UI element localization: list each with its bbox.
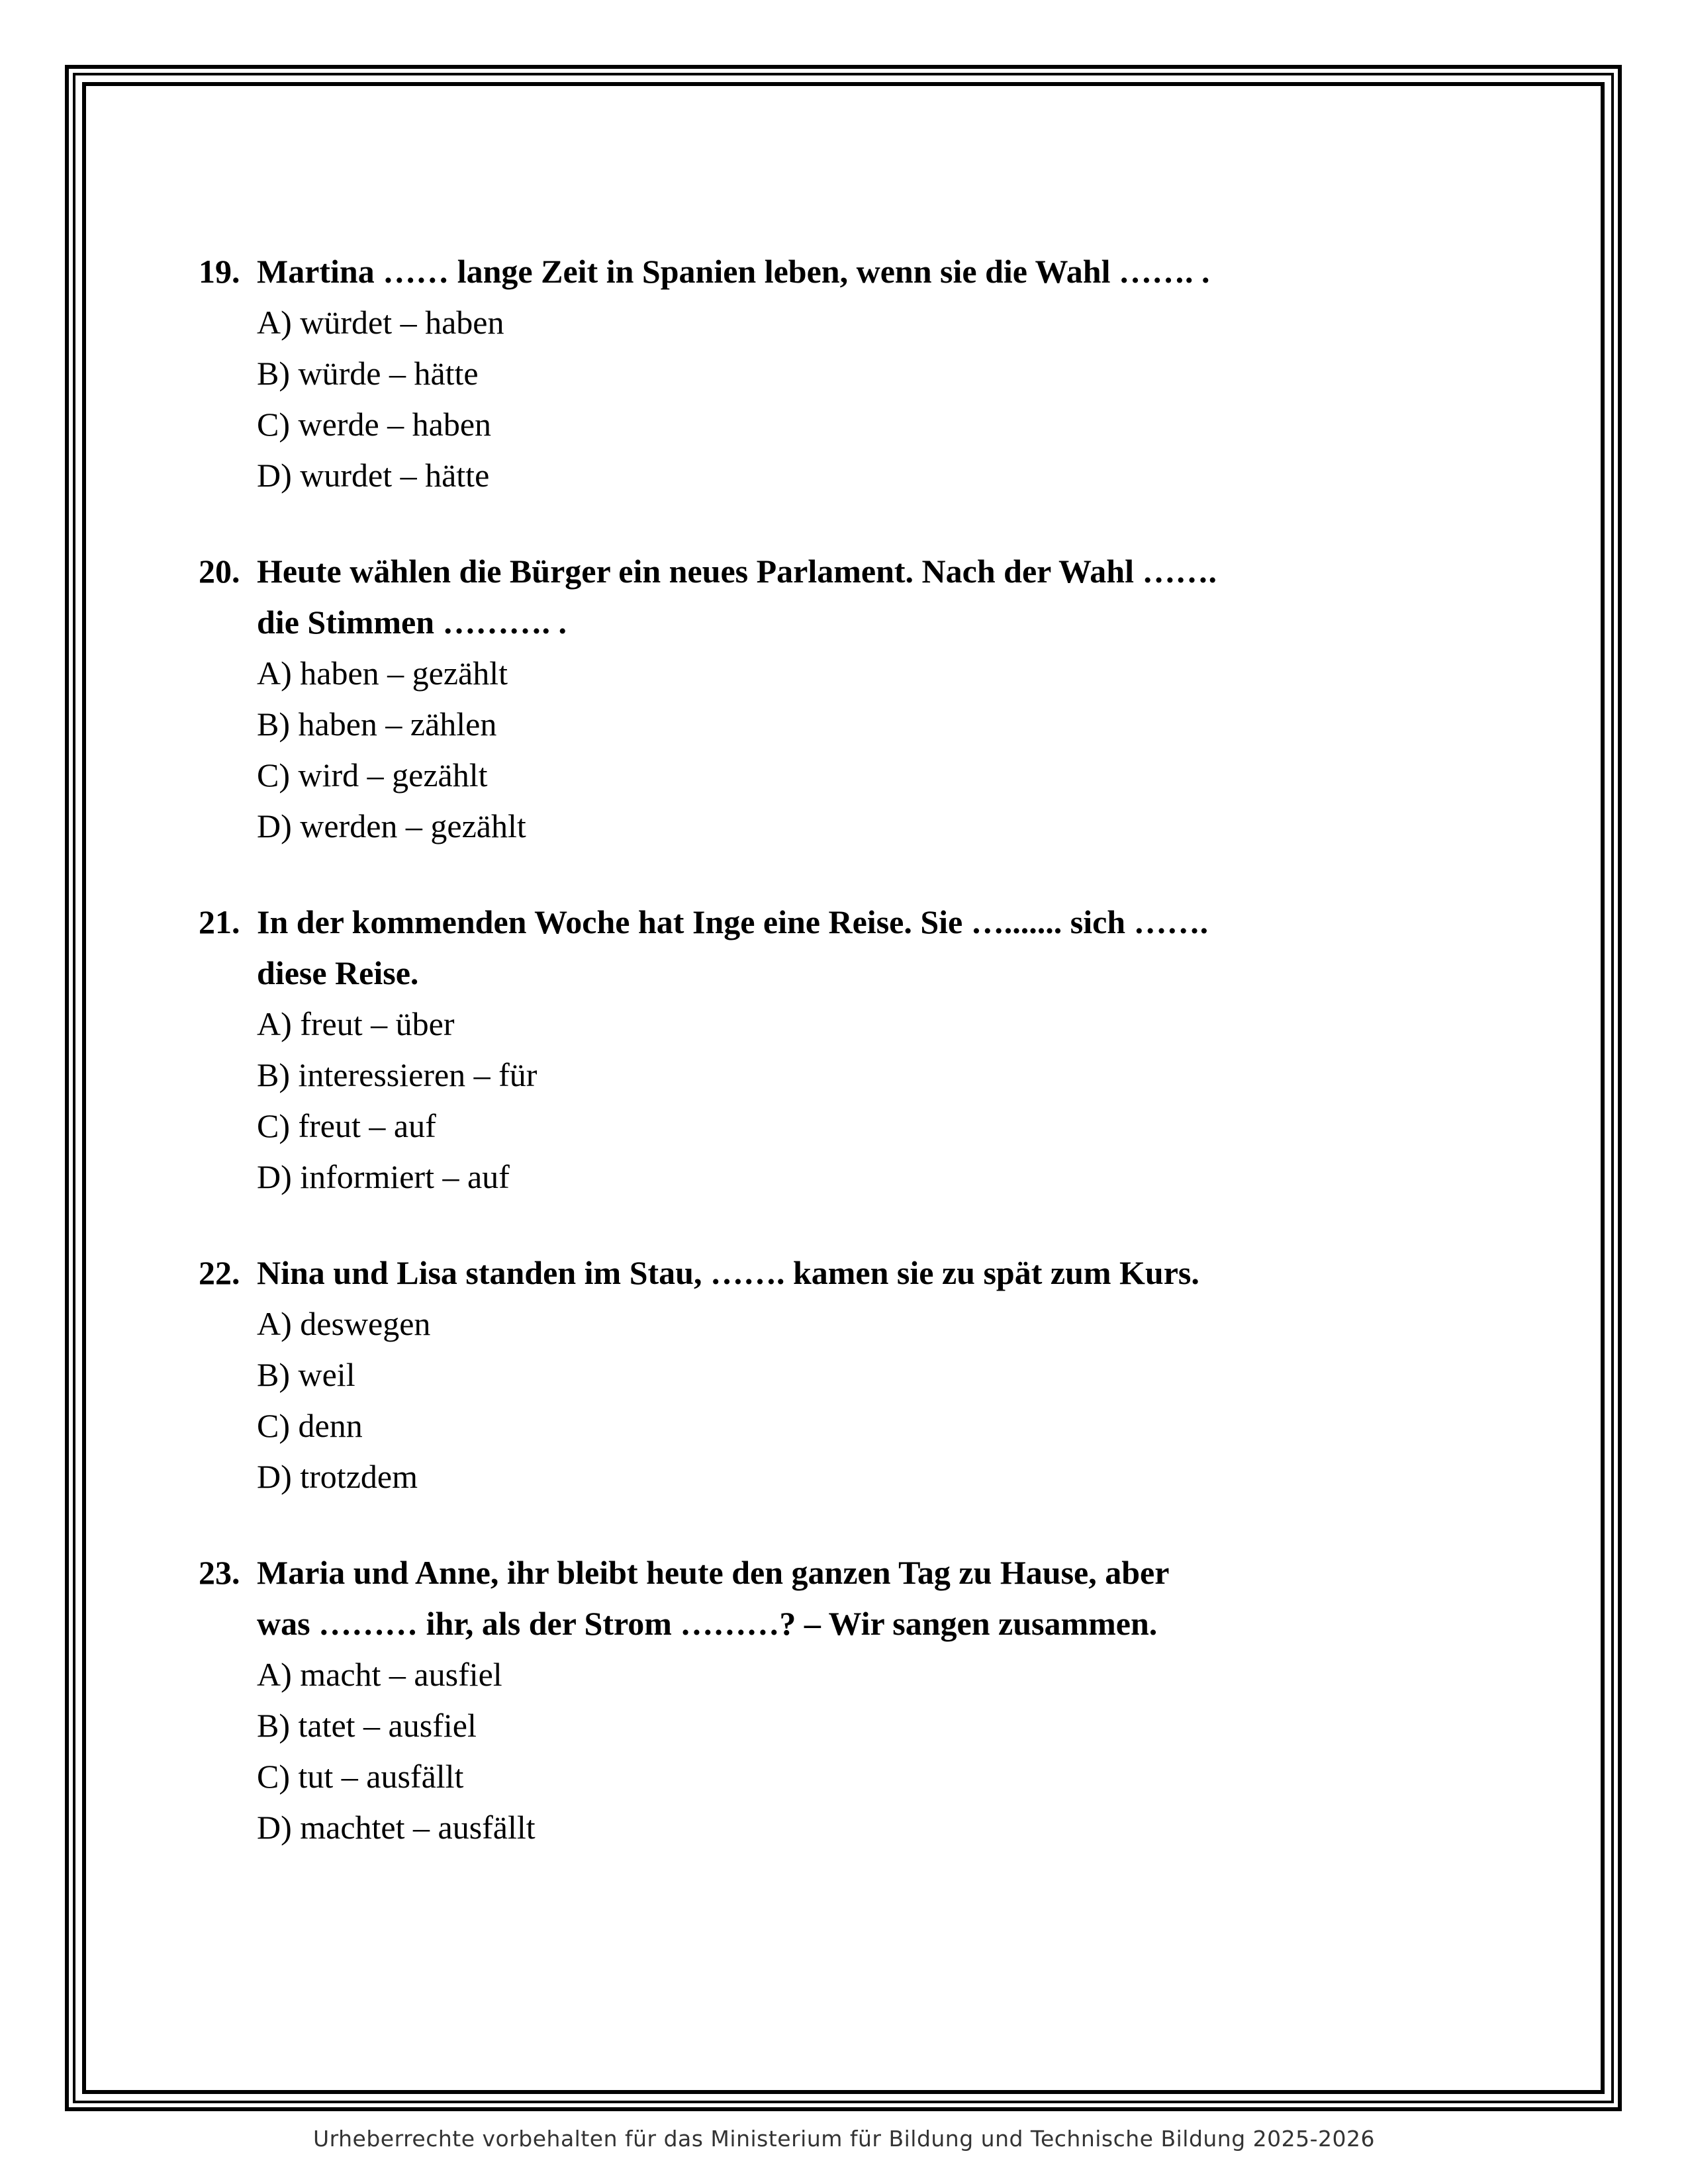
- answer-options: [199, 1298, 1489, 1502]
- question-text: Martina …… lange Zeit in Spanien leben, wenn sie die Wahl ……. .: [257, 253, 1210, 290]
- option-a: A) haben – gezählt: [257, 655, 508, 692]
- option-d: D) wurdet – hätte: [257, 457, 490, 494]
- option-c: C) werde – haben: [257, 406, 492, 443]
- question-text: Heute wählen die Bürger ein neues Parlament. Nach der Wahl ……. die Stimmen ………. .: [257, 553, 1217, 641]
- answer-options: [199, 297, 1489, 501]
- answer-options: [199, 1649, 1489, 1853]
- question-21: [199, 897, 1489, 1203]
- option-a: A) deswegen: [257, 1305, 431, 1342]
- question-number: 21.: [199, 903, 240, 940]
- question-stem: [199, 246, 1489, 297]
- copyright-footer: Urheberrechte vorbehalten für das Ministerium für Bildung und Technische Bildung 2025-2026: [312, 2126, 1376, 2152]
- question-19: [199, 246, 1489, 501]
- question-23: [199, 1547, 1489, 1853]
- question-number: 19.: [199, 253, 240, 290]
- option-c: C) tut – ausfällt: [257, 1758, 464, 1795]
- question-number: 20.: [199, 553, 240, 590]
- option-c: C) freut – auf: [257, 1107, 436, 1144]
- question-stem: [199, 1248, 1489, 1298]
- option-d: D) machtet – ausfällt: [257, 1809, 536, 1846]
- option-b: B) interessieren – für: [257, 1056, 538, 1093]
- option-a: A) freut – über: [257, 1005, 455, 1042]
- question-20: [199, 546, 1489, 852]
- option-a: A) macht – ausfiel: [257, 1656, 502, 1693]
- question-stem: [199, 897, 1489, 999]
- question-22: [199, 1248, 1489, 1502]
- option-c: C) denn: [257, 1407, 363, 1444]
- question-list: [199, 246, 1489, 1898]
- option-d: D) trotzdem: [257, 1458, 418, 1495]
- question-text: Maria und Anne, ihr bleibt heute den ganzen Tag zu Hause, aber was ……… ihr, als der Strom ………? – Wir sangen zusammen.: [257, 1554, 1170, 1642]
- question-number: 23.: [199, 1554, 240, 1591]
- option-b: B) würde – hätte: [257, 355, 479, 392]
- answer-options: [199, 648, 1489, 852]
- option-b: B) haben – zählen: [257, 705, 497, 743]
- option-a: A) würdet – haben: [257, 304, 504, 341]
- question-stem: [199, 546, 1489, 648]
- option-d: D) informiert – auf: [257, 1158, 510, 1195]
- option-b: B) weil: [257, 1356, 355, 1393]
- question-text: In der kommenden Woche hat Inge eine Reise. Sie …....... sich ……. diese Reise.: [257, 903, 1209, 991]
- option-b: B) tatet – ausfiel: [257, 1707, 477, 1744]
- question-number: 22.: [199, 1254, 240, 1291]
- question-text: Nina und Lisa standen im Stau, ……. kamen sie zu spät zum Kurs.: [257, 1254, 1199, 1291]
- question-stem: [199, 1547, 1489, 1649]
- option-c: C) wird – gezählt: [257, 756, 488, 794]
- answer-options: [199, 999, 1489, 1203]
- option-d: D) werden – gezählt: [257, 807, 526, 844]
